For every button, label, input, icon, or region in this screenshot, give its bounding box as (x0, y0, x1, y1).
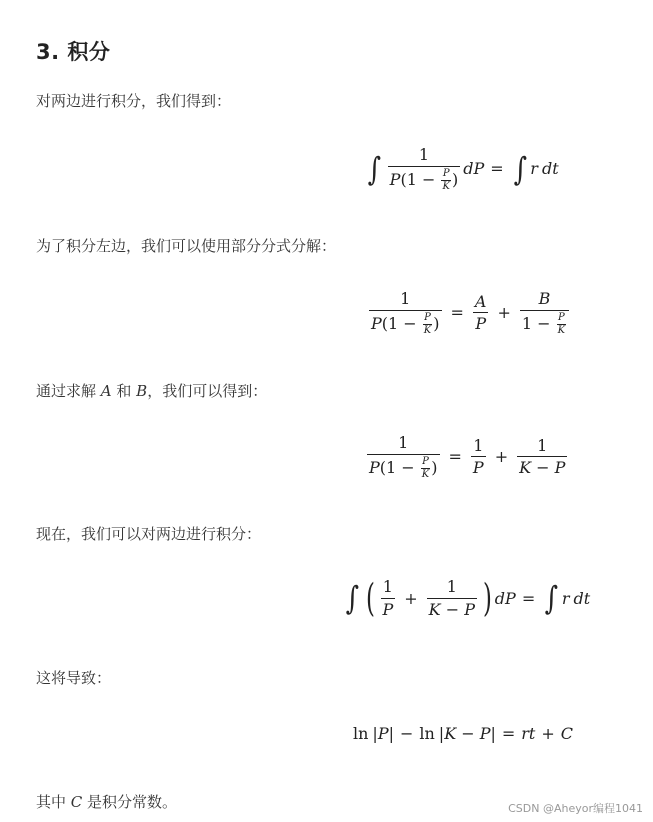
integral-sign: ∫ (345, 579, 360, 618)
equation-partial-fraction-result: 1 P(1 − $\frac{P}{K}$ ) = $\frac{1}{P}$ + $\frac{1}{K - P}$ (369, 433, 566, 480)
fraction: B 1 − $\frac{P}{K}$ (520, 290, 569, 336)
fraction: $\frac{1}{K - P}$ (428, 577, 475, 619)
integral-sign: ∫ (367, 149, 382, 188)
fraction: $\frac{1}{P}$ (472, 435, 484, 478)
paragraph-leads-to: 这将导致： (36, 669, 112, 687)
fraction: $\frac{1}{K - P}$ (519, 435, 566, 478)
paragraph-constant: 其中 C 是积分常数。 (36, 793, 178, 811)
denominator: P(1 − $\frac{P}{K}$ ) (389, 167, 459, 192)
integral-sign: ∫ (513, 149, 527, 188)
equation-log-result: ln |P| − ln |K − P| = rt + C (353, 724, 574, 743)
paragraph-partial-fractions: 为了积分左边，我们可以使用部分分式分解： (36, 237, 337, 255)
fraction: $\frac{1}{P}$ (382, 577, 394, 619)
equation-partial-fraction-form: 1 P(1 − $\frac{P}{K}$ ) = $\frac{A}{P}$ + B 1 − $\frac{P}{K}$ (366, 290, 572, 336)
numerator: 1 (418, 145, 430, 164)
equation-integral-setup: ∫ 1 P(1 − $\frac{P}{K}$ ) d P = ∫ r d t (367, 145, 559, 192)
fraction: 1 P(1 − $\frac{P}{K}$ ) (369, 433, 438, 480)
fraction (388, 146, 461, 192)
paragraph-integrate-now: 现在，我们可以对两边进行积分： (36, 525, 262, 543)
paragraph-solve-A-B: 通过求解 A 和 B，我们可以得到： (36, 382, 268, 400)
fraction: $\frac{A}{P}$ (474, 291, 487, 334)
paragraph-integrate-both-sides: 对两边进行积分，我们得到： (36, 92, 232, 110)
fraction: 1 P(1 − $\frac{P}{K}$ ) (371, 289, 440, 336)
watermark: CSDN @Aheyor编程1041 (508, 802, 643, 815)
equation-integral-decomposed: ∫ ( $\frac{1}{P}$ + $\frac{1}{K - P}$ ) d P = ∫ r d t (345, 576, 591, 621)
integral-sign: ∫ (544, 579, 559, 618)
section-heading: 3. 积分 (36, 40, 111, 64)
